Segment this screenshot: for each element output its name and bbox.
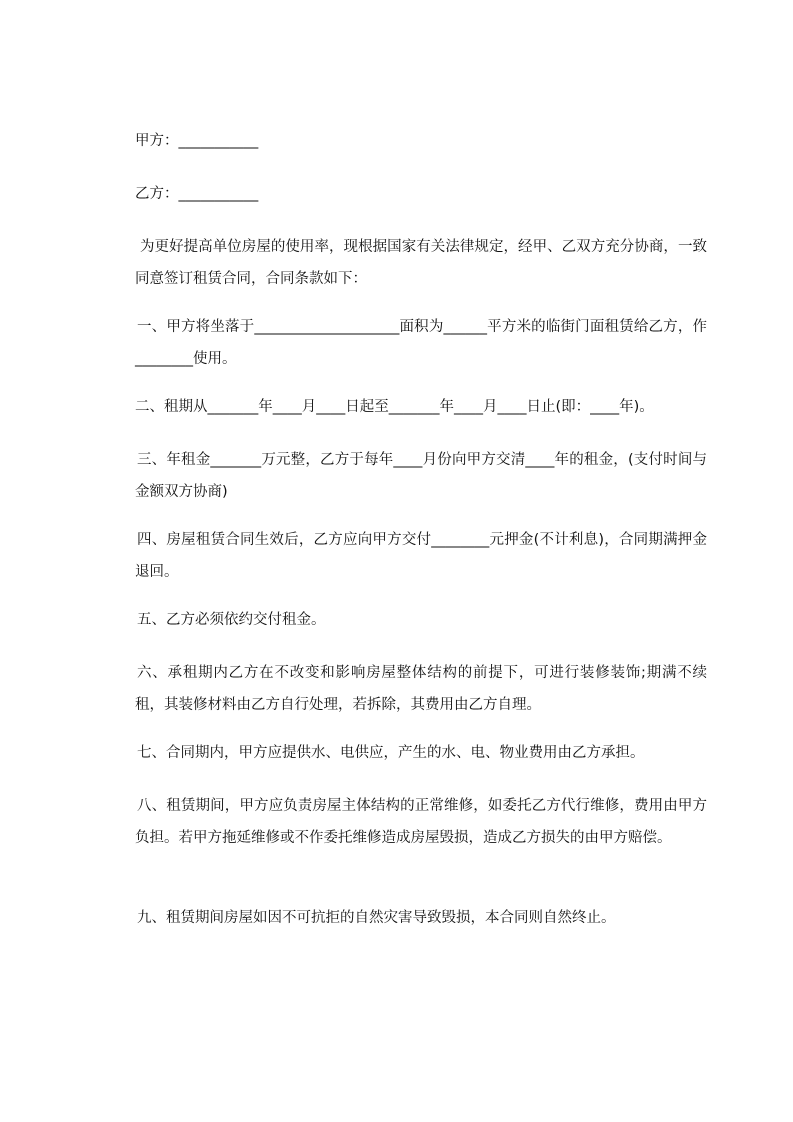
clause-8: 八、租赁期间，甲方应负责房屋主体结构的正常维修，如委托乙方代行维修，费用由甲方负担。若甲方拖延维修或不作委托维修造成房屋毁损，造成乙方损失的由甲方赔偿。: [135, 798, 707, 846]
clause-9: 九、租赁期间房屋如因不可抗拒的自然灾害导致毁损，本合同则自然终止。: [137, 910, 616, 926]
clause-1: 一、甲方将坐落于____________________面积为______平方米的临街门面租赁给乙方，作________使用。: [135, 319, 707, 367]
clause-6: 六、承租期内乙方在不改变和影响房屋整体结构的前提下，可进行装修装饰;期满不续租，其装修材料由乙方自行处理，若拆除，其费用由乙方自理。: [135, 665, 707, 713]
party-b-line: 乙方：___________: [135, 186, 259, 202]
intro-paragraph: 为更好提高单位房屋的使用率，现根据国家有关法律规定，经甲、乙双方充分协商，一致同意签订租赁合同，合同条款如下：: [135, 239, 707, 287]
party-a-line: 甲方：___________: [135, 133, 259, 149]
clause-2: 二、租期从_______年____月____日起至_______年____月____日止(即：____年)。: [135, 399, 654, 415]
clause-5: 五、乙方必须依约交付租金。: [137, 612, 326, 628]
clause-4: 四、房屋租赁合同生效后，乙方应向甲方交付________元押金(不计利息)，合同期满押金退回。: [135, 532, 707, 580]
clause-7: 七、合同期内，甲方应提供水、电供应，产生的水、电、物业费用由乙方承担。: [137, 745, 645, 761]
clause-3: 三、年租金_______万元整，乙方于每年____月份向甲方交清____年的租金，(支付时间与金额双方协商): [135, 452, 707, 500]
